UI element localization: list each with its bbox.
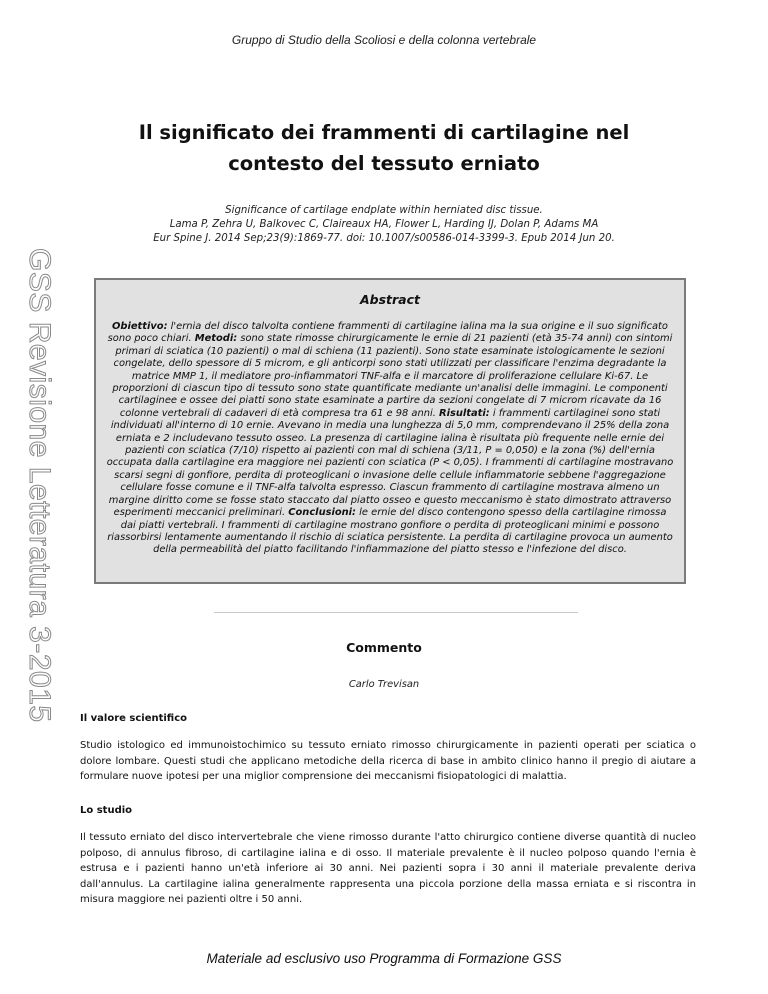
paragraph-scientific-value: Studio istologico ed immunoistochimico su tessuto erniato rimosso chirurgicamente in pazienti operati per sciatica o dolore lombare. Questi studi che applicano metodiche della ricerca di base in ambito clinico hanno il pregio di aiutare a formulare nuove ipotesi per una miglior comprensione dei meccanismi fisiopatologici di malattia.: [80, 740, 696, 782]
results-label: Risultati:: [439, 407, 490, 419]
comment-heading: Commento: [346, 640, 422, 655]
abstract-box: [94, 278, 686, 584]
article-title: [84, 117, 684, 179]
abstract-heading: Abstract: [359, 292, 421, 307]
comment-author: Carlo Trevisan: [348, 679, 420, 690]
methods-label: Metodi:: [194, 333, 238, 345]
section-heading-study: Lo studio: [80, 805, 133, 816]
paragraph-study: Il tessuto erniato del disco intervertebrale che viene rimosso durante l'atto chirurgico contiene diverse quantità di nucleo polposo, di annulus fibroso, di cartilagine ialina e di osso. Il materiale prevalente è il nucleo polposo quando l'ernia è estrusa e i pazienti hanno un'età inferiore ai 30 anni. Nei pazienti sopra i 30 anni il materiale prevalente deriva dall'annulus. La cartilagine ialina generalmente rappresenta una piccola porzione della massa erniata e si riscontra in misura maggiore nei pazienti oltre i 50 anni.: [80, 832, 696, 905]
page-footer: Materiale ad esclusivo uso Programma di Formazione GSS: [206, 951, 562, 966]
objective-text: l'ernia del disco talvolta contiene frammenti di cartilagine ialina ma la sua origine e il suo significato sono poco chiari.: [107, 321, 668, 345]
side-watermark-label: GSS Revisione Letteratura 3-2015: [23, 248, 56, 723]
results-text: i frammenti cartilaginei sono stati individuati all'interno di 10 ernie. Avevano in media una lunghezza di 5,0 mm, comprendevano il 25% della zona erniata e 2 includevano tessuto osseo. La presenza di cartilagine ialina è risultata più frequente nelle ernie dei pazienti con sciatica (7/10) rispetto ai pazienti con mal di schiena (3/11, P = 0,050) e la zona (%) dell'ernia occupata dalla cartilagine era maggiore nei pazienti con sciatica (P < 0,05). I frammenti di cartilagine mostravano scarsi segni di gonfiore, perdita di proteoglicani o invasione delle cellule infiammatorie sebbene l'aggregazione cellulare fosse comune e il TNF-alfa talvolta espresso. Ciascun frammento di cartilagine mostrava almeno un margine diritto come se fosse stato staccato dal piatto osseo e questo meccanismo è stato dimostrato attraverso esperimenti meccanici preliminari.: [106, 407, 674, 519]
running-header: Gruppo di Studio della Scoliosi e della colonna vertebrale: [231, 33, 537, 47]
title-line-1: Il significato dei frammenti di cartilagine nel: [138, 121, 630, 144]
objective-label: Obiettivo:: [112, 321, 168, 332]
conclusions-label: Conclusioni:: [288, 507, 357, 519]
abstract-body: [106, 321, 674, 557]
conclusions-text: le ernie del disco contengono spesso della cartilagine rimossa dai piatti vertebrali. I frammenti di cartilagine mostrano gonfiore o perdita di proteoglicani minimi e possono riassorbirsi lentamente aumentando il rischio di sciatica persistente. La perdita di cartilagine provoca un aumento della permeabilità del piatto facilitando l'infiammazione del piatto stesso e l'infezione del disco.: [107, 507, 673, 556]
author-list: Lama P, Zehra U, Balkovec C, Claireaux HA, Flower L, Harding IJ, Dolan P, Adams MA: [169, 219, 599, 230]
section-divider: [214, 612, 578, 613]
methods-text: sono state rimosse chirurgicamente le ernie di 21 pazienti (età 35-74 anni) con sintomi primari di sciatica (10 pazienti) o mal di schiena (11 pazienti). Sono state esaminate istologicamente le sezioni congelate, dello spessore di 5 microm, e gli anticorpi sono stati utilizzati per classificare l'enzima degradante la matrice MMP 1, il mediatore pro-infiammatori TNF-alfa e il marcatore di proliferazione cellulare Ki-67. Le proporzioni di ciascun tipo di tessuto sono state quantificate mediante un'analisi delle immagini. Le componenti cartilaginee e ossee dei piatti sono state esaminate a partire da sezioni congelate di 7 microm ricavate da 16 colonne vertebrali di cadaveri di età compresa tra 61 e 98 anni.: [112, 333, 673, 419]
section-heading-scientific-value: Il valore scientifico: [80, 713, 188, 724]
article-reference: [84, 204, 684, 246]
title-line-2: contesto del tessuto erniato: [228, 152, 540, 175]
original-title: Significance of cartilage endplate within herniated disc tissue.: [225, 205, 543, 216]
citation: Eur Spine J. 2014 Sep;23(9):1869-77. doi: 10.1007/s00586-014-3399-3. Epub 2014 Jun 20.: [153, 233, 615, 244]
